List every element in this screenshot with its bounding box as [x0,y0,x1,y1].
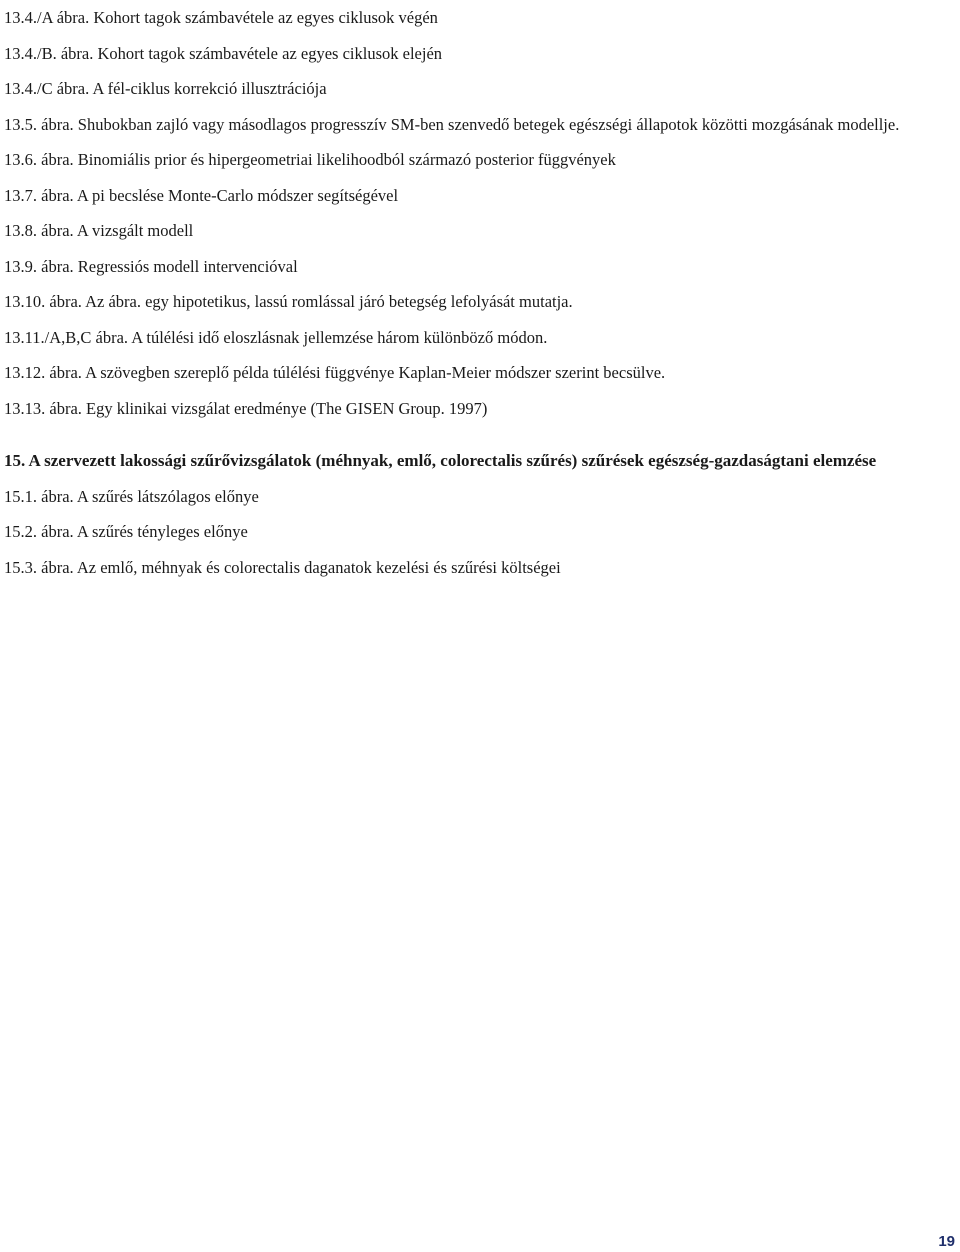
figure-entry: 15.2. ábra. A szűrés tényleges előnye [4,522,248,541]
figure-entry: 13.4./A ábra. Kohort tagok számbavétele az egyes ciklusok végén [4,8,438,27]
figure-entry: 13.9. ábra. Regressiós modell intervencióval [4,256,298,276]
figure-entry: 13.12. ábra. A szövegben szereplő példa túlélési függvénye Kaplan-Meier módszer szerint becsülve. [4,363,666,382]
figure-entry: 13.6. ábra. Binomiális prior és hipergeometriai likelihoodból származó posterior függvények [4,150,616,169]
figure-entry: 13.4./C ábra. A fél-ciklus korrekció illusztrációja [4,79,327,98]
section-heading: 15. A szervezett lakossági szűrővizsgálatok (méhnyak, emlő, colorectalis szűrés) szűrések egészség-gazdaságtani elemzése [4,451,877,470]
figure-entry: 13.8. ábra. A vizsgált modell [4,221,194,240]
figure-entry: 15.1. ábra. A szűrés látszólagos előnye [4,486,259,506]
figure-entry: 13.5. ábra. Shubokban zajló vagy másodlagos progresszív SM-ben szenvedő betegek egészségi állapotok közötti mozgásának modellje. [4,114,900,134]
figure-list [4,0,944,585]
figure-entry: 13.10. ábra. Az ábra. egy hipotetikus, lassú romlással járó betegség lefolyását mutatja. [4,292,573,311]
figure-entry: 15.3. ábra. Az emlő, méhnyak és colorectalis daganatok kezelési és szűrési költségei [4,557,561,577]
figure-entry: 13.7. ábra. A pi becslése Monte-Carlo módszer segítségével [4,185,399,205]
figure-entry: 13.13. ábra. Egy klinikai vizsgálat eredménye (The GISEN Group. 1997) [4,398,488,418]
figure-entry: 13.11./A,B,C ábra. A túlélési idő eloszlásnak jellemzése három különböző módon. [4,327,548,347]
figure-entry: 13.4./B. ábra. Kohort tagok számbavétele az egyes ciklusok elején [4,43,443,63]
page-number: 19 [938,1233,955,1250]
